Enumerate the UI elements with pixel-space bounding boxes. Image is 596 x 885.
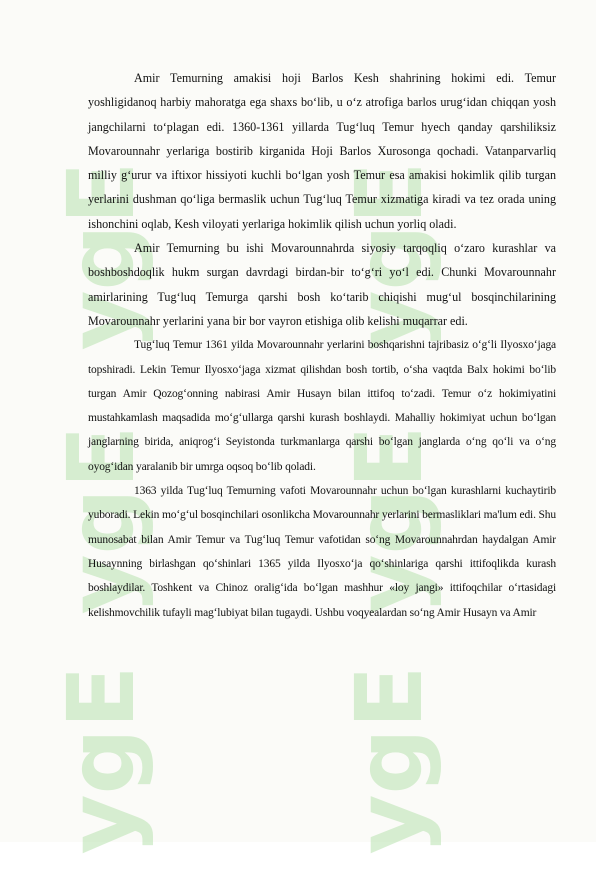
- watermark-text: ygE: [336, 161, 443, 351]
- paragraph: Amir Temurning bu ishi Movarounnahrda siyosiy tarqoqliq o‘zaro kurashlar va boshboshdoqlik hukm surgan davrdagi birdan-bir to‘g‘ri yo‘l edi. Chunki Movarounnahr amirlarining Tug‘luq Temurga qarshi bosh ko‘tarib chiqishi mug‘ul bosqinchilarining Movarounnahr yerlarini yana bir bor vayron etishiga olib kelishi muqarrar edi.: [88, 241, 556, 328]
- watermark-text: ygE: [336, 425, 443, 615]
- paragraph: 1363 yilda Tug‘luq Temurning vafoti Movarounnahr uchun bo‘lgan kurashlarni kuchaytirib yuboradi. Lekin mo‘g‘ul bosqinchilari osonlikcha Movarounnahr yerlarini bermasliklari ma'lum edi. Shu munosabat bilan Amir Temur va Tug‘luq Temur vafotidan so‘ng Movarounnahrdan haydalgan Amir Husaynning birlashgan qo‘shinlari 1365 yilda Ilyosxo‘ja qo‘shinlariga qarshi ittifoqlikda kurash boshlaydilar. Toshkent va Chinoz oralig‘ida bo‘lgan mashhur «loy jangi» ittifoqchilar o‘rtasidagi kelishmovchilik tufayli mag‘lubiyat bilan tugaydi. Ushbu voqyealardan so‘ng Amir Husayn va Amir: [88, 485, 556, 619]
- watermark-text: ygE: [336, 665, 443, 855]
- watermark-text: ygE: [48, 665, 155, 855]
- watermark-bottom-left: [48, 640, 188, 880]
- paragraph: Amir Temurning amakisi hoji Barlos Kesh shahrining hokimi edi. Temur yoshligidanoq harbiy mahoratga ega shaxs bo‘lib, u o‘z atrofiga barlos urug‘idan chiqqan yosh jangchilarni to‘plagan edi. 1360-1361 yillarda Tug‘luq Temur hyech qanday qarshiliksiz Movarounnahr yerlariga bostirib kirganida Hoji Barlos Xurosonga qochadi. Vatanparvarliq milliy g‘urur va iftixor hissiyoti kuchli bo‘lgan yosh Temur esa amakisi hokimlik qilib turgan yerlarini dushman qo‘liga bermaslik uchun Tug‘luq Temur xizmatiga kiradi va tez orada uning ishonchini oqlab, Kesh viloyati yerlariga hokimlik qilish uchun yorliq oladi.: [88, 71, 556, 231]
- watermark-text: ygE: [48, 425, 155, 615]
- watermark-bottom-right: [336, 640, 476, 880]
- watermark-text: ygE: [48, 161, 155, 351]
- body-text: [88, 66, 556, 625]
- paragraph: Tug‘luq Temur 1361 yilda Movarounnahr yerlarini boshqarishni tajribasiz o‘g‘li Ilyosxo‘jaga topshiradi. Lekin Temur Ilyosxo‘jaga xizmat qilishdan bosh tortib, o‘sha vaqtda Balx hokimi bo‘lib turgan Amir Qozog‘onning nabirasi Amir Husayn bilan ittifoq to‘zadi. Temur o‘z hokimiyatini mustahkamlash maqsadida mo‘g‘ullarga qarshi kurash boshlaydi. Mahalliy hokimiyat uchun bo‘lgan janglarning birida, aniqrog‘i Seyistonda turkmanlarga qarshi bo‘lgan janglarda o‘ng qo‘li va o‘ng oyog‘idan yaralanib bir umrga oqsoq bo‘lib qoladi.: [88, 339, 556, 473]
